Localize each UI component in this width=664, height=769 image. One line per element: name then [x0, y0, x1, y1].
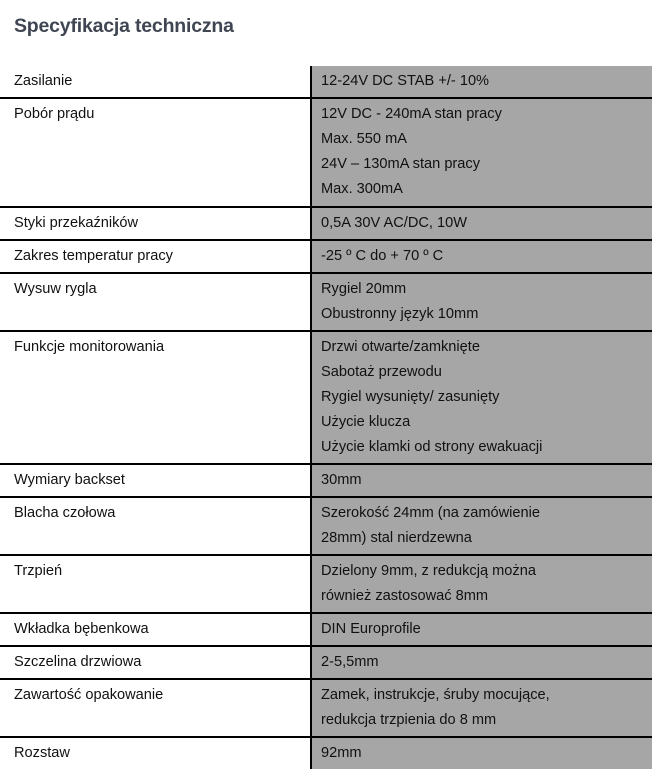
spec-value-cell: [311, 207, 652, 240]
spec-value-cell: [311, 497, 652, 555]
spec-value-line: Obustronny język 10mm: [321, 306, 479, 322]
spec-label-cell: Blacha czołowa: [0, 497, 311, 555]
spec-value-cell: [311, 240, 652, 273]
spec-value-line: Rygiel 20mm: [321, 281, 407, 297]
spec-label-cell: Pobór prądu: [0, 98, 311, 207]
spec-value-line: 0,5A 30V AC/DC, 10W: [321, 215, 468, 231]
spec-value-line: 28mm) stal nierdzewna: [321, 530, 472, 546]
spec-label-cell: Wymiary backset: [0, 464, 311, 497]
table-row: [0, 497, 652, 555]
spec-value-line: 12-24V DC STAB +/- 10%: [321, 73, 490, 89]
table-row: [0, 273, 652, 331]
spec-label-cell: Wkładka bębenkowa: [0, 613, 311, 646]
table-row: [0, 737, 652, 769]
table-row: [0, 207, 652, 240]
spec-value-line: Szerokość 24mm (na zamówienie: [321, 505, 540, 521]
spec-value-cell: [311, 613, 652, 646]
spec-value-line: 30mm: [321, 472, 362, 488]
spec-value-line: 2-5,5mm: [321, 654, 379, 670]
spec-label-cell: Zawartość opakowanie: [0, 679, 311, 737]
spec-value-line: 24V – 130mA stan pracy: [321, 156, 481, 172]
table-row: [0, 66, 652, 98]
spec-value-cell: [311, 679, 652, 737]
spec-label-cell: Szczelina drzwiowa: [0, 646, 311, 679]
spec-value-line: -25 º C do + 70 º C: [321, 248, 444, 264]
spec-value-line: Zamek, instrukcje, śruby mocujące,: [321, 687, 550, 703]
spec-value-cell: [311, 464, 652, 497]
spec-label-cell: Rozstaw: [0, 737, 311, 769]
spec-value-line: Użycie klamki od strony ewakuacji: [321, 439, 543, 455]
spec-value-cell: [311, 555, 652, 613]
spec-value-cell: [311, 646, 652, 679]
spec-label-cell: Trzpień: [0, 555, 311, 613]
spec-value-line: Max. 300mA: [321, 181, 403, 197]
table-row: [0, 679, 652, 737]
table-row: [0, 331, 652, 464]
spec-value-line: Sabotaż przewodu: [321, 364, 442, 380]
spec-value-line: Drzwi otwarte/zamknięte: [321, 339, 480, 355]
spec-table-body: [0, 66, 652, 769]
table-row: [0, 98, 652, 207]
spec-value-cell: [311, 737, 652, 769]
spec-label-cell: Zasilanie: [0, 66, 311, 98]
spec-value-cell: [311, 331, 652, 464]
table-row: [0, 613, 652, 646]
spec-value-line: redukcja trzpienia do 8 mm: [321, 712, 497, 728]
spec-label-cell: Funkcje monitorowania: [0, 331, 311, 464]
spec-value-line: 92mm: [321, 745, 362, 761]
spec-value-cell: [311, 66, 652, 98]
spec-value-cell: [311, 273, 652, 331]
spec-value-line: DIN Europrofile: [321, 621, 421, 637]
spec-value-cell: [311, 98, 652, 207]
table-row: [0, 555, 652, 613]
spec-label-cell: Zakres temperatur pracy: [0, 240, 311, 273]
spec-value-line: Max. 550 mA: [321, 131, 407, 147]
table-row: [0, 240, 652, 273]
table-row: [0, 646, 652, 679]
page-title: Specyfikacja techniczna: [14, 15, 234, 38]
spec-value-line: Dzielony 9mm, z redukcją można: [321, 563, 536, 579]
technical-specification-table: [0, 66, 652, 769]
table-row: [0, 464, 652, 497]
spec-label-cell: Styki przekaźników: [0, 207, 311, 240]
spec-value-line: również zastosować 8mm: [321, 588, 489, 604]
spec-value-line: Rygiel wysunięty/ zasunięty: [321, 389, 500, 405]
spec-label-cell: Wysuw rygla: [0, 273, 311, 331]
spec-value-line: 12V DC - 240mA stan pracy: [321, 106, 502, 122]
spec-value-line: Użycie klucza: [321, 414, 411, 430]
